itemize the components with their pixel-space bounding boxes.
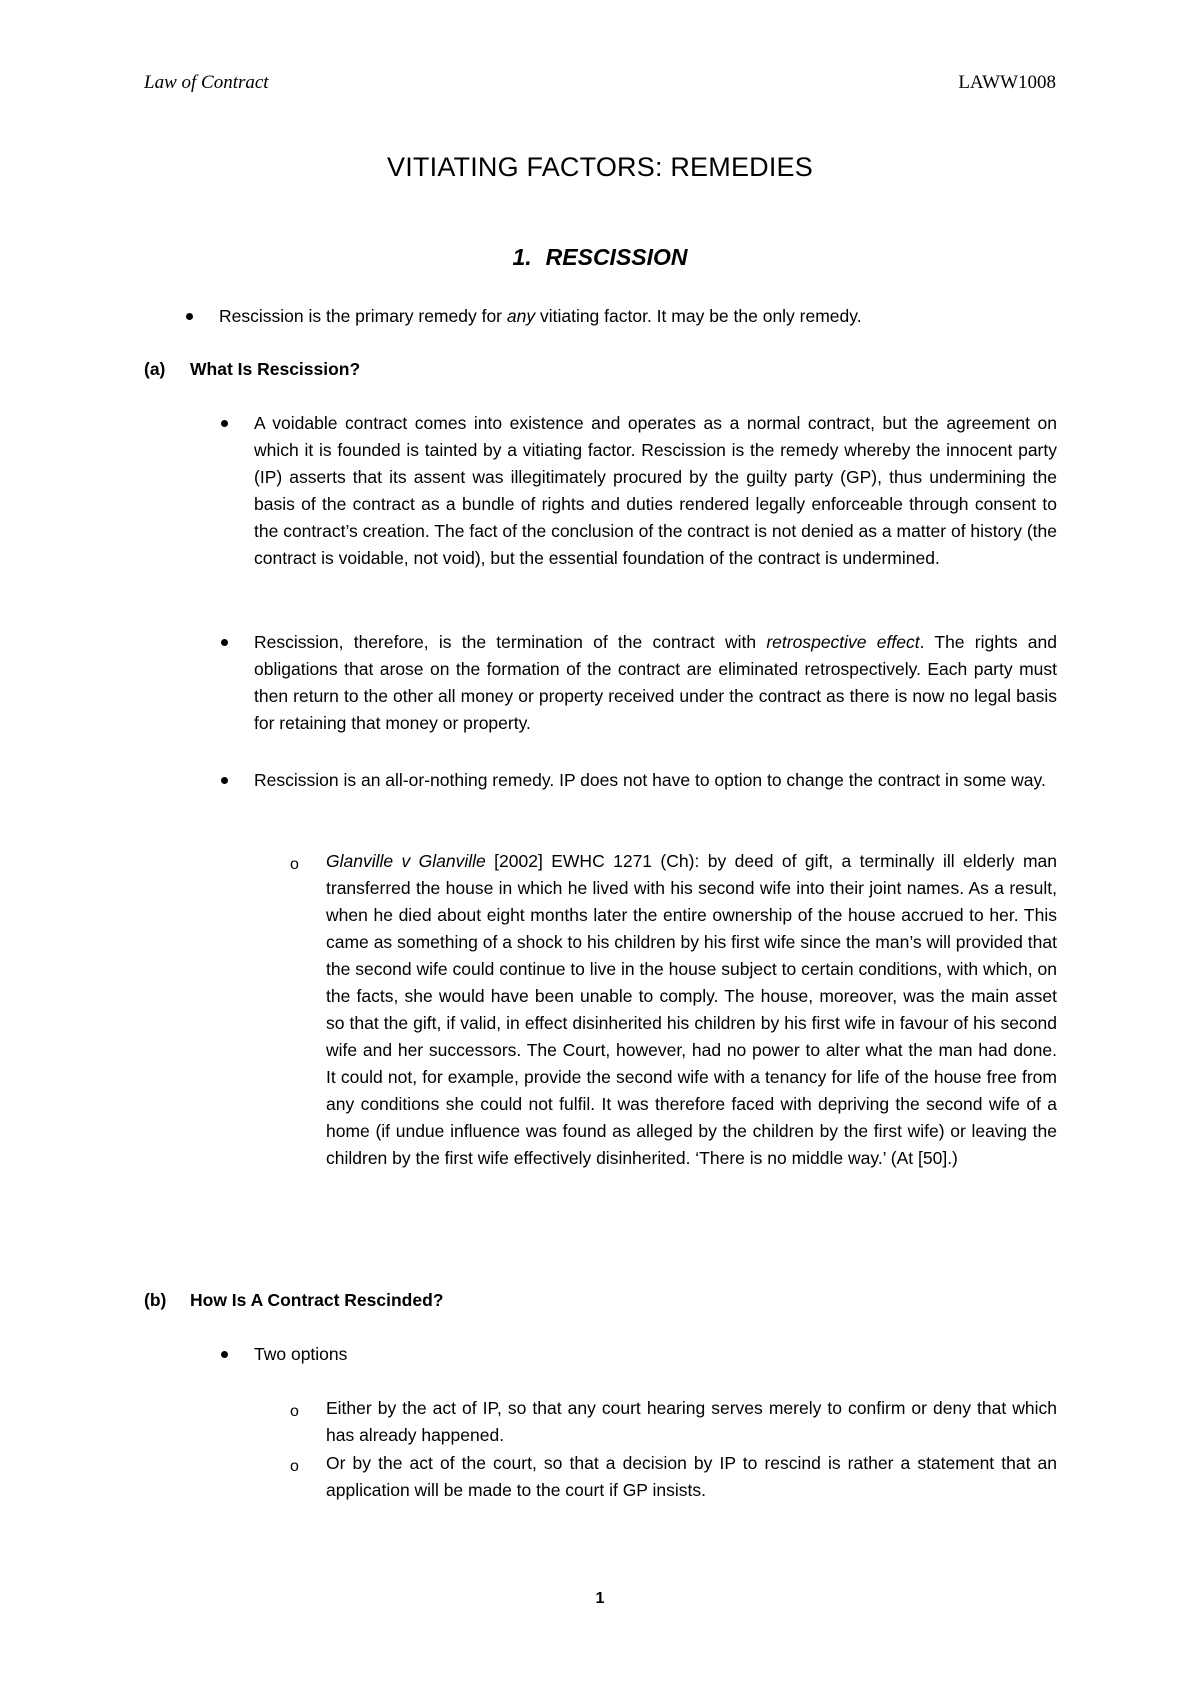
case-name: Glanville v Glanville xyxy=(326,851,486,871)
sub-bullet-marker: o xyxy=(290,1403,299,1420)
header-course-name: Law of Contract xyxy=(144,72,269,93)
bullet-icon xyxy=(221,1351,228,1358)
paragraph-retrospective-effect xyxy=(254,629,1057,737)
paragraph-voidable-contract: A voidable contract comes into existence and operates as a normal contract, but the agreement on which it is founded is tainted by a vitiating factor. Rescission is the remedy whereby the innocent party (IP) asserts that its assent was illegitimately procured by the guilty party (GP), thus undermining the basis of the contract as a bundle of rights and duties rendered legally enforceable through consent to the contract’s creation. The fact of the conclusion of the contract is not denied as a matter of history (the contract is voidable, not void), but the essential foundation of the contract is undermined. xyxy=(254,413,1057,568)
page-number: 1 xyxy=(595,1590,605,1607)
option-act-of-court: Or by the act of the court, so that a decision by IP to rescind is rather a statement that an application will be made to the court if GP insists. xyxy=(326,1453,1057,1500)
subheading-title: How Is A Contract Rescinded? xyxy=(190,1290,444,1310)
intro-emphasis: any xyxy=(506,306,536,326)
paragraph-all-or-nothing: Rescission is an all-or-nothing remedy. IP does not have to option to change the contract in some way. xyxy=(254,770,1046,790)
sub-bullet-marker: o xyxy=(290,1458,299,1475)
intro-text: Rescission is the primary remedy for xyxy=(219,306,507,326)
retro-text-end: . The rights and obligations that arose on the formation of the contract are eliminated retrospectively. Each party must then return to the other all money or property received under the contract as there is now no legal basis for retaining that money or property. xyxy=(254,632,1058,733)
bullet-icon xyxy=(221,420,228,427)
header-course-code: LAWW1008 xyxy=(958,72,1056,93)
paragraph-two-options: Two options xyxy=(254,1344,348,1364)
subheading-label: (a) xyxy=(144,359,166,379)
option-act-of-ip: Either by the act of IP, so that any court hearing serves merely to confirm or deny that which has already happened. xyxy=(326,1398,1057,1445)
retro-emphasis: retrospective effect xyxy=(766,632,920,652)
subheading-label: (b) xyxy=(144,1290,167,1310)
retro-text: Rescission, therefore, is the termination of the contract with xyxy=(254,632,767,652)
intro-paragraph xyxy=(219,303,1059,330)
subheading-b xyxy=(144,1287,443,1314)
subheading-a xyxy=(144,356,360,383)
bullet-icon xyxy=(221,777,228,784)
case-glanville xyxy=(326,848,1057,1172)
section-title: RESCISSION xyxy=(545,244,688,270)
subheading-title: What Is Rescission? xyxy=(190,359,361,379)
case-text: [2002] EWHC 1271 (Ch): by deed of gift, a terminally ill elderly man transferred the house in which he lived with his second wife into their joint names. As a result, when he died about eight months later the entire ownership of the house accrued to her. This came as something of a shock to his children by his first wife since the man’s will provided that the second wife could continue to live in the house subject to certain conditions, with which, on the facts, she would have been unable to comply. The house, moreover, was the main asset so that the gift, if valid, in effect disinherited his children by his first wife in favour of his second wife and her successors. The Court, however, had no power to alter what the man had done. It could not, for example, provide the second wife with a tenancy for life of the house free from any conditions she could not fulfil. It was therefore faced with depriving the second wife of a home (if undue influence was found as alleged by the children by the first wife) or leaving the children by the first wife effectively disinherited. ‘There is no middle way.’ (At [50].) xyxy=(326,851,1057,1168)
bullet-icon xyxy=(221,639,228,646)
sub-bullet-marker: o xyxy=(290,856,299,873)
section-heading xyxy=(0,244,1200,271)
section-number: 1. xyxy=(512,244,532,270)
intro-text-end: vitiating factor. It may be the only remedy. xyxy=(535,306,862,326)
bullet-icon xyxy=(186,313,193,320)
document-title: VITIATING FACTORS: REMEDIES xyxy=(387,152,813,182)
